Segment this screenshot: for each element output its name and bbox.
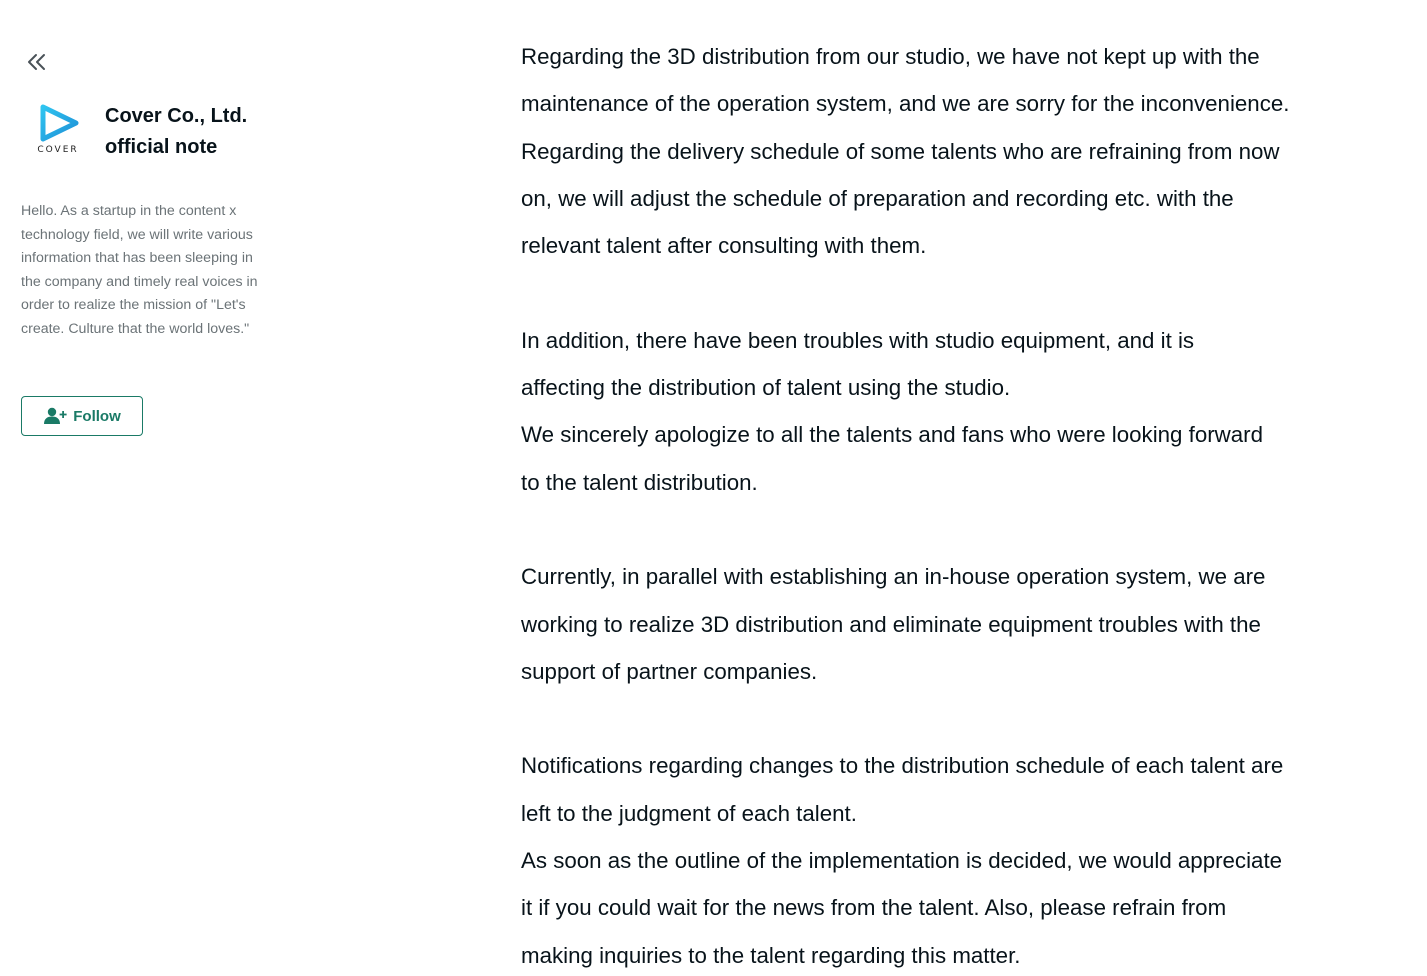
article-line: As soon as the outline of the implementation is decided, we would appreciate — [521, 848, 1283, 874]
article-line: on, we will adjust the schedule of preparation and recording etc. with the — [521, 185, 1234, 211]
logo-wordmark: COVER — [37, 145, 79, 155]
article-line: In addition, there have been troubles with studio equipment, and it is — [521, 327, 1195, 353]
creator-profile[interactable] — [34, 103, 275, 163]
article-line: maintenance of the operation system, and we are sorry for the inconvenience. — [521, 91, 1290, 117]
play-triangle-logo-icon — [36, 103, 82, 143]
article-line: Currently, in parallel with establishing an in-house operation system, we are — [521, 564, 1266, 590]
add-user-icon — [43, 407, 69, 425]
article-line: Regarding the 3D distribution from our studio, we have not kept up with the — [521, 44, 1260, 69]
article-line: working to realize 3D distribution and eliminate equipment troubles with the — [521, 611, 1261, 637]
creator-description: Hello. As a startup in the content x technology field, we will write various information that has been sleeping in the company and timely real voices in order to realize the mission of "Let's create. Culture that the world loves." — [21, 203, 258, 337]
article-line: to the talent distribution. — [521, 469, 758, 495]
article-line: affecting the distribution of talent using the studio. — [521, 375, 1011, 401]
article-line: relevant talent after consulting with them. — [521, 233, 927, 259]
paragraph-gap — [521, 506, 1351, 553]
article-line: We sincerely apologize to all the talents and fans who were looking forward — [521, 422, 1263, 448]
paragraph-gap — [521, 269, 1351, 316]
article-line: it if you could wait for the news from the talent. Also, please refrain from — [521, 895, 1227, 921]
article-line: left to the judgment of each talent. — [521, 800, 857, 826]
article-line: making inquiries to the talent regarding this matter. — [521, 942, 1021, 968]
creator-name-line1: Cover Co., Ltd. — [105, 105, 248, 127]
follow-label: Follow — [73, 407, 121, 425]
article-line: support of partner companies. — [521, 658, 818, 684]
collapse-sidebar-button[interactable] — [22, 48, 52, 76]
article-line: Notifications regarding changes to the distribution schedule of each talent are — [521, 753, 1284, 779]
follow-button[interactable] — [21, 396, 143, 436]
article-body — [521, 33, 1351, 976]
creator-name-line2: official note — [105, 136, 218, 158]
double-chevron-left-icon — [26, 52, 48, 72]
creator-sidebar — [0, 0, 290, 976]
paragraph-gap — [521, 695, 1351, 742]
article-line: Regarding the delivery schedule of some talents who are refraining from now — [521, 138, 1280, 164]
creator-name[interactable] — [105, 101, 275, 163]
creator-logo[interactable] — [34, 103, 84, 159]
